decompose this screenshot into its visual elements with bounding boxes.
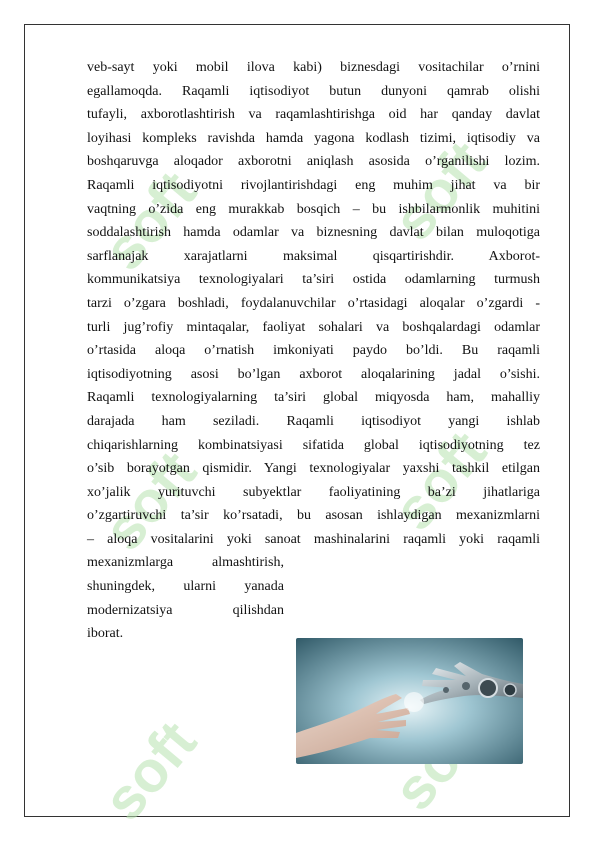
watermark: soft xyxy=(90,439,209,563)
text-line: veb-sayt yoki mobil ilova kabi) biznesdagi vositachilar o’rnini xyxy=(87,60,540,75)
text-line: egallamoqda. Raqamli iqtisodiyot butun dunyoni qamrab olishi xyxy=(87,83,540,99)
watermark: soft xyxy=(380,129,499,253)
text-line: – aloqa vositalarini yoki sanoat mashinalarini raqamli yoki raqamli xyxy=(87,531,540,547)
text-line: Raqamli iqtisodiyotni rivojlantirishdagi eng muhim jihat va bir xyxy=(87,177,540,193)
text-line: xo’jalik yurituvchi subyektlar faoliyatining ba’zi jihatlariga xyxy=(87,484,540,500)
text-line: soddalashtirish hamda odamlar va biznesning davlat bilan muloqotiga xyxy=(87,225,540,241)
text-line: darajada ham seziladi. Raqamli iqtisodiyot yangi ishlab xyxy=(87,413,540,429)
text-line: Raqamli texnologiyalarning ta’siri global miqyosda ham, mahalliy xyxy=(87,390,540,406)
text-line: shuningdek, ularni yanada xyxy=(87,579,284,595)
text-line: loyihasi kompleks ravishda hamda yagona kodlash tizimi, iqtisodiy va xyxy=(87,130,540,146)
text-line: iqtisodiyotning asosi bo’lgan axborot aloqalarining jadal o’sishi. xyxy=(87,366,540,382)
text-line: o’rtasida aloqa o’rnatish imkoniyati paydo bo’ldi. Bu raqamli xyxy=(87,343,540,359)
text-line: o’sib borayotgan qismidir. Yangi texnologiyalar yaxshi tashkil etilgan xyxy=(87,461,540,477)
text-line: vaqtning o’zida eng murakkab bosqich – bu ishbilarmonlik muhitini xyxy=(87,201,540,217)
text-line: kommunikatsiya texnologiyalari ta’siri ostida odamlarning turmush xyxy=(87,272,540,288)
watermark: soft xyxy=(380,419,499,543)
text-line: o’zgartiruvchi ta’sir ko’rsatadi, bu asosan ishlaydigan mexanizmlarni xyxy=(87,508,540,524)
text-line: iborat. xyxy=(87,626,124,642)
human-robot-hands-image xyxy=(296,638,523,764)
text-line: turli jug’rofiy mintaqalar, faoliyat sohalari va boshqalardagi odamlar xyxy=(87,319,540,335)
text-line: tarzi o’zgara boshladi, foydalanuvchilar o’rtasidagi aloqalar o’zgardi - xyxy=(87,295,540,311)
text-line: boshqaruvga aloqador axborotni aniqlash asosida o’rganilishi lozim. xyxy=(87,154,540,170)
watermark: soft xyxy=(90,709,209,833)
text-line: modernizatsiya qilishdan xyxy=(87,602,284,618)
text-line: sarflanajak xarajatlarni maksimal qisqartirishdir. Axborot- xyxy=(87,248,540,264)
text-line: tufayli, axborotlashtirish va raqamlashtirishga oid har qanday davlat xyxy=(87,107,540,123)
text-line: chiqarishlarning kombinatsiyasi sifatida global iqtisodiyotning tez xyxy=(87,437,540,453)
watermark: soft xyxy=(90,159,209,283)
body-text xyxy=(87,56,540,646)
text-line: mexanizmlarga almashtirish, xyxy=(87,555,284,571)
